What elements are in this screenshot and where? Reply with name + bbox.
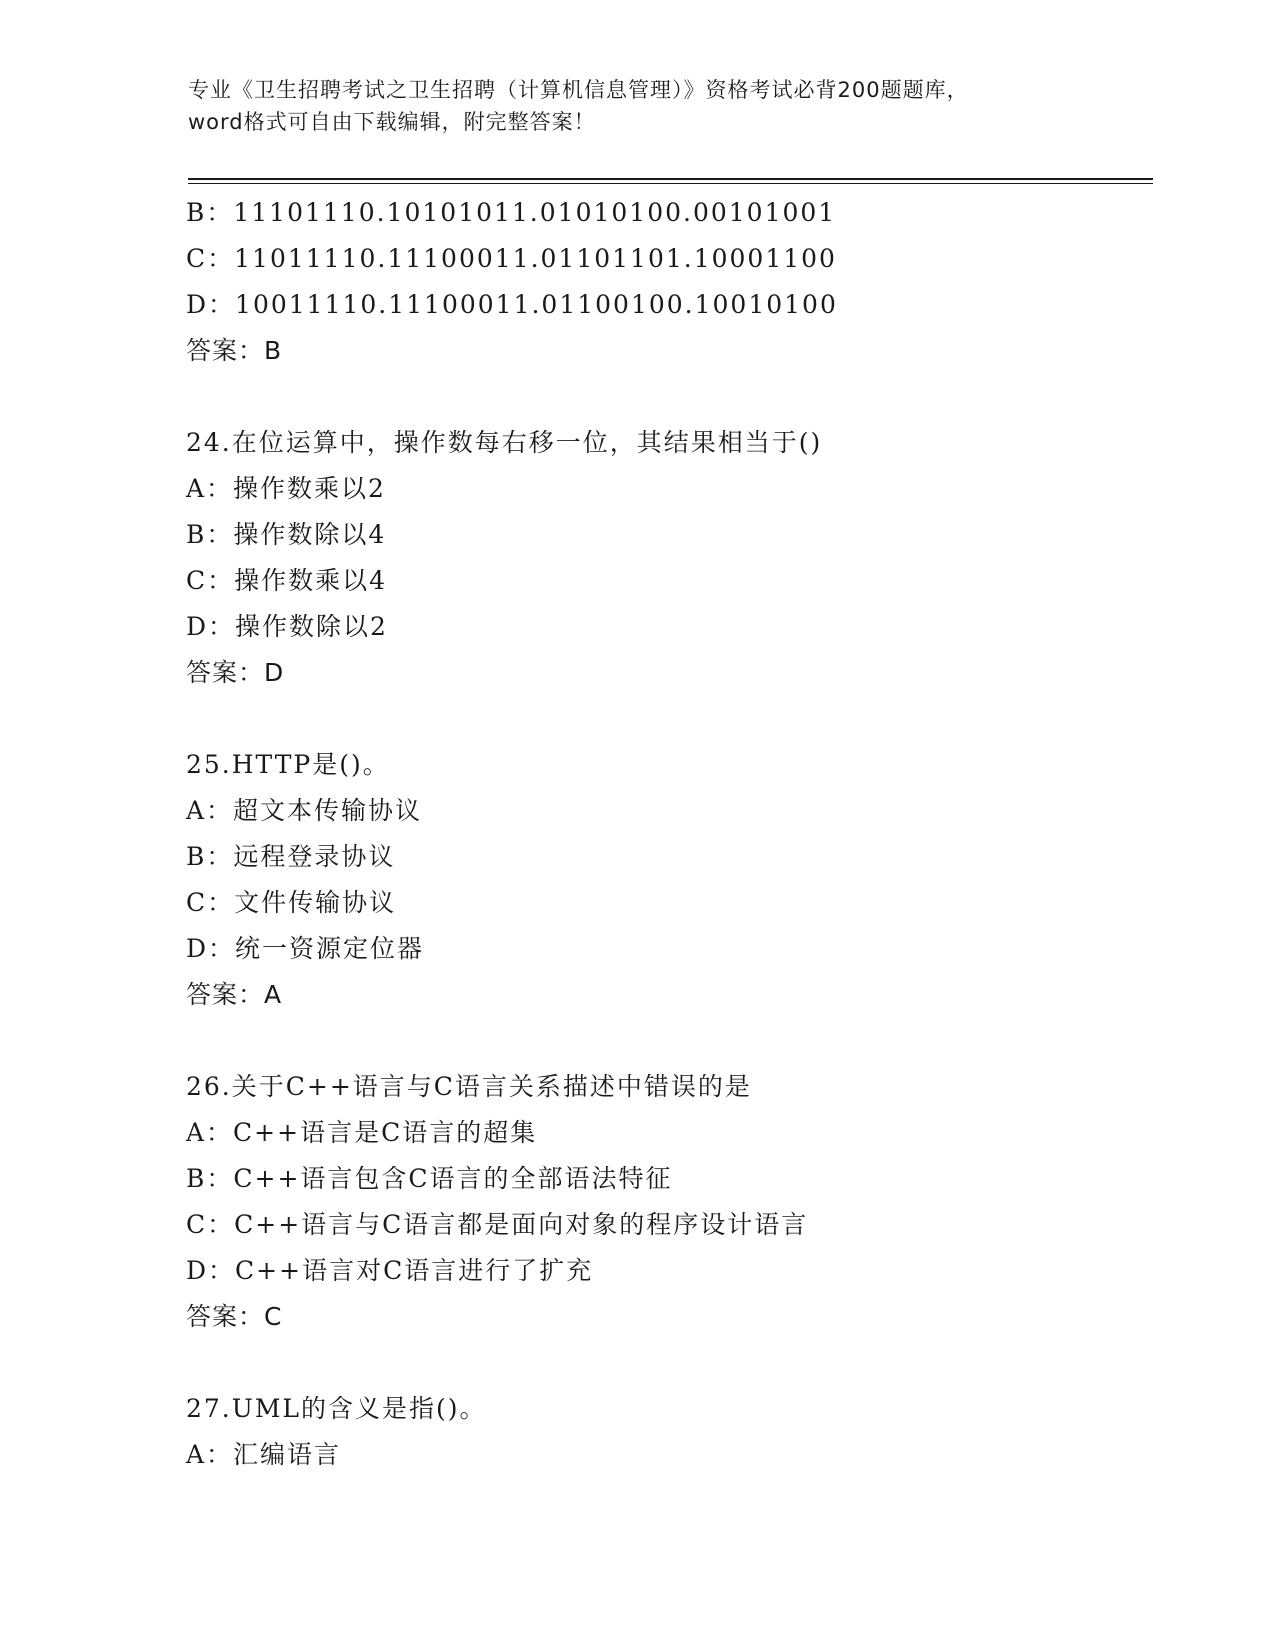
header-rule-thin (188, 183, 1153, 184)
option-b: B：操作数除以4 (186, 520, 387, 549)
question-stem: 26.关于C++语言与C语言关系描述中错误的是 (186, 1072, 752, 1101)
question-stem: 25.HTTP是()。 (186, 750, 390, 779)
option-d: D：C++语言对C语言进行了扩充 (186, 1256, 594, 1285)
header-line-1: 专业《卫生招聘考试之卫生招聘（计算机信息管理）》资格考试必背200题题库， (188, 78, 969, 102)
option-d: D：统一资源定位器 (186, 934, 425, 963)
question-25 (186, 742, 1146, 1018)
answer: 答案：C (186, 1302, 283, 1331)
spacer (186, 374, 1146, 420)
spacer (186, 696, 1146, 742)
question-list (186, 190, 1146, 1478)
question-stem: 27.UML的含义是指()。 (186, 1394, 487, 1423)
option-b: B：C++语言包含C语言的全部语法特征 (186, 1164, 673, 1193)
option-d: D：操作数除以2 (186, 612, 388, 641)
question-24 (186, 420, 1146, 696)
header-rule-thick (188, 178, 1153, 180)
document-header (188, 74, 1088, 138)
answer: 答案：B (186, 336, 283, 365)
option-a: A：汇编语言 (186, 1440, 342, 1469)
question-26 (186, 1064, 1146, 1340)
answer: 答案：A (186, 980, 283, 1009)
header-line-2: word格式可自由下载编辑，附完整答案！ (188, 110, 596, 134)
option-c: C：文件传输协议 (186, 888, 397, 917)
option-b: B：远程登录协议 (186, 842, 396, 871)
option-a: A：操作数乘以2 (186, 474, 386, 503)
question-27 (186, 1386, 1146, 1478)
option-a: A：C++语言是C语言的超集 (186, 1118, 538, 1147)
option-c: C：11011110.11100011.01101101.10001100 (186, 244, 837, 273)
spacer (186, 1018, 1146, 1064)
option-c: C：C++语言与C语言都是面向对象的程序设计语言 (186, 1210, 809, 1239)
option-c: C：操作数乘以4 (186, 566, 388, 595)
question-stem: 24.在位运算中，操作数每右移一位，其结果相当于() (186, 428, 823, 457)
answer: 答案：D (186, 658, 285, 687)
option-b: B：11101110.10101011.01010100.00101001 (186, 198, 837, 227)
spacer (186, 1340, 1146, 1386)
option-d: D：10011110.11100011.01100100.10010100 (186, 290, 838, 319)
question-23-continued (186, 190, 1146, 374)
option-a: A：超文本传输协议 (186, 796, 423, 825)
